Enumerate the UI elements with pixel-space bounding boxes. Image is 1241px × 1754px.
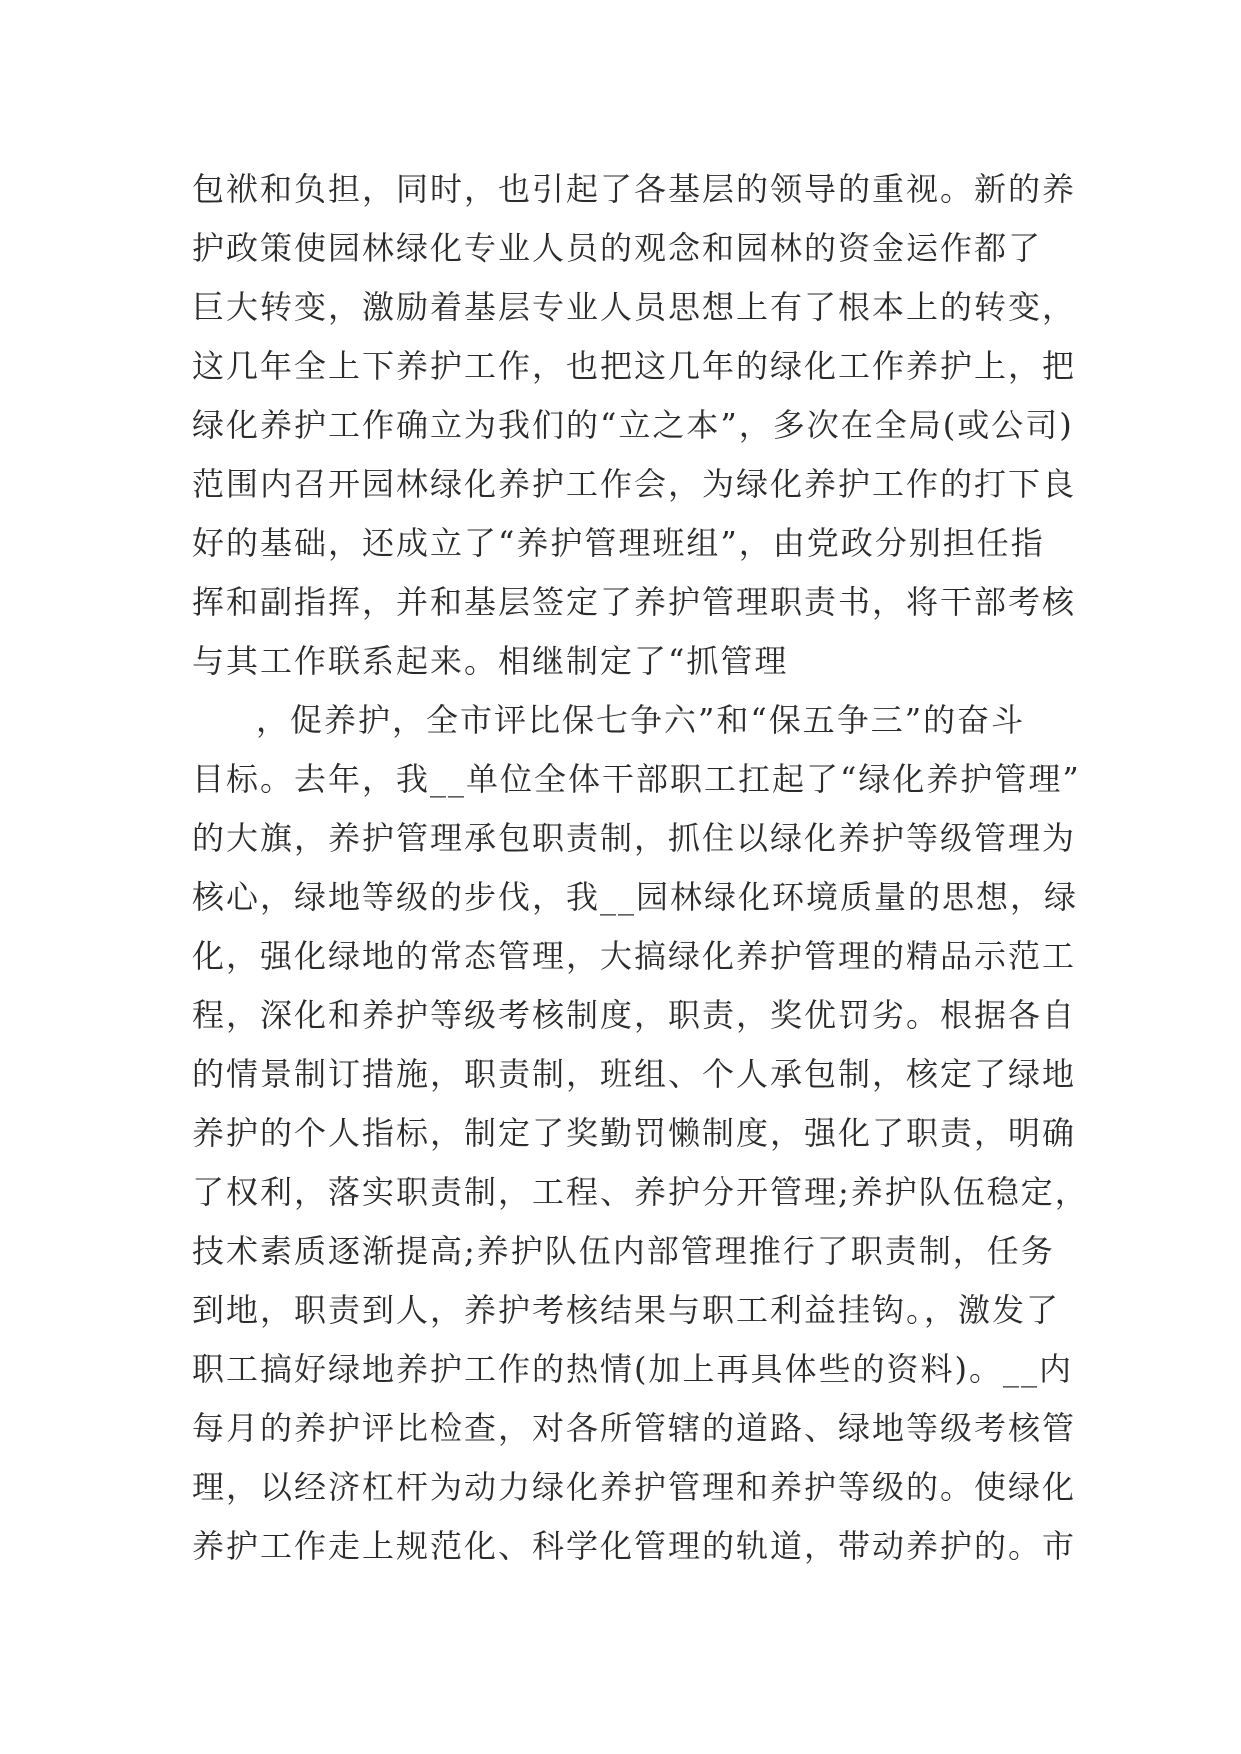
text-line: 了权利，落实职责制，工程、养护分开管理;养护队伍稳定，	[192, 1173, 1089, 1211]
text-line: 养护工作走上规范化、科学化管理的轨道，带动养护的。市	[192, 1527, 1077, 1565]
text-line: 绿化养护工作确立为我们的“立之本”，多次在全局(或公司)	[192, 406, 1074, 444]
text-line: 巨大转变，激励着基层专业人员思想上有了根本上的转变，	[192, 288, 1077, 326]
text-line: 包袱和负担，同时，也引起了各基层的领导的重视。新的养	[192, 170, 1077, 208]
text-line: 核心，绿地等级的步伐，我__园林绿化环境质量的思想，绿	[192, 878, 1079, 916]
text-line: 的情景制订措施，职责制，班组、个人承包制，核定了绿地	[192, 1055, 1077, 1093]
text-line: 理，以经济杠杆为动力绿化养护管理和养护等级的。使绿化	[192, 1468, 1077, 1506]
text-line: 好的基础，还成立了“养护管理班组”，由党政分别担任指	[192, 524, 1045, 562]
text-line: 挥和副指挥，并和基层签定了养护管理职责书，将干部考核	[192, 583, 1077, 621]
text-line: 养护的个人指标，制定了奖勤罚懒制度，强化了职责，明确	[192, 1114, 1077, 1152]
text-line: 的大旗，养护管理承包职责制，抓住以绿化养护等级管理为	[192, 819, 1077, 857]
text-line: 职工搞好绿地养护工作的热情(加上再具体些的资料)。__内	[192, 1350, 1073, 1388]
text-line: 目标。去年，我__单位全体干部职工扛起了“绿化养护管理”	[192, 760, 1081, 798]
paragraph-start-line: ，促养护，全市评比保七争六”和“保五争三”的奋斗	[256, 701, 1026, 739]
text-line: 护政策使园林绿化专业人员的观念和园林的资金运作都了	[192, 229, 1043, 267]
text-line: 这几年全上下养护工作，也把这几年的绿化工作养护上，把	[192, 347, 1077, 385]
text-line: 到地，职责到人，养护考核结果与职工利益挂钩。，激发了	[192, 1291, 1061, 1329]
text-line: 化，强化绿地的常态管理，大搞绿化养护管理的精品示范工	[192, 937, 1077, 975]
text-line: 每月的养护评比检查，对各所管辖的道路、绿地等级考核管	[192, 1409, 1077, 1447]
text-line: 范围内召开园林绿化养护工作会，为绿化养护工作的打下良	[192, 465, 1077, 503]
text-line: 与其工作联系起来。相继制定了“抓管理	[192, 642, 789, 680]
text-line: 程，深化和养护等级考核制度，职责，奖优罚劣。根据各自	[192, 996, 1077, 1034]
body-text	[192, 160, 1089, 1576]
text-line: 技术素质逐渐提高;养护队伍内部管理推行了职责制，任务	[192, 1232, 1055, 1270]
